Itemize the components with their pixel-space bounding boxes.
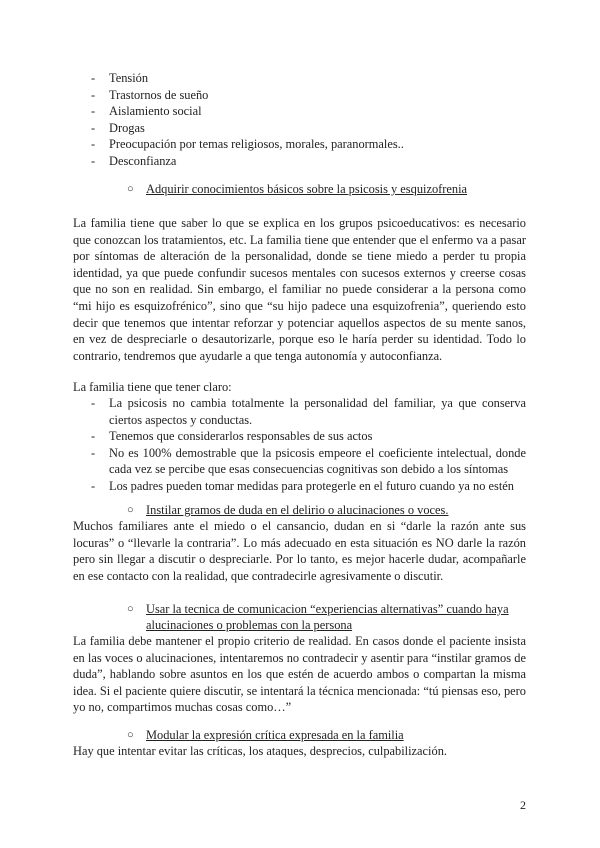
list-item: - Desconfianza bbox=[91, 153, 177, 168]
circle-bullet-icon: ○ bbox=[127, 504, 134, 516]
section-paragraph: Hay que intentar evitar las críticas, los ataques, desprecios, culpabilización. bbox=[73, 744, 447, 758]
list-item: - Trastornos de sueño bbox=[91, 87, 209, 102]
section-paragraph: Muchos familiares ante el miedo o el cansancio, dudan en si “darle la razón ante sus locuras” o “llevarle la contraria”. Lo más adecuado en esta situación es NO darle la razón pero sin llegar a discutir o despreciarle. Por lo tanto, es mejor hacerle dudar, acompañarle en ese contacto con la realidad, que contradecirle agresivamente o discutir. bbox=[73, 519, 526, 583]
circle-bullet-icon: ○ bbox=[127, 183, 134, 195]
section-heading: ○ Adquirir conocimientos básicos sobre la psicosis y esquizofrenia bbox=[127, 182, 468, 196]
list-item: - Drogas bbox=[91, 120, 145, 135]
list-item: - Tenemos que considerarlos responsables de sus actos bbox=[91, 429, 373, 444]
page-number: 2 bbox=[520, 798, 526, 812]
list-item: - No es 100% demostrable que la psicosis empeore el coeficiente intelectual, donde cada vez se percibe que esas consecuencias cognitivas son debido a los síntomas bbox=[91, 445, 526, 477]
list-item: - Aislamiento social bbox=[91, 104, 202, 119]
section-heading: ○ Instilar gramos de duda en el delirio o alucinaciones o voces. bbox=[127, 503, 449, 517]
section-heading: ○ Usar la tecnica de comunicacion “experiencias alternativas” cuando haya alucinaciones o problemas con la persona bbox=[127, 602, 509, 632]
circle-bullet-icon: ○ bbox=[127, 603, 134, 615]
symptom-list bbox=[91, 70, 529, 170]
circle-bullet-icon: ○ bbox=[127, 729, 134, 741]
clarity-list bbox=[91, 395, 526, 495]
section-paragraph: La familia debe mantener el propio criterio de realidad. En casos donde el paciente insista en las voces o alucinaciones, intentaremos no contradecir y asentir para “instilar gramos de duda”, hablando sobre asuntos en los que estén de acuerdo ambos o compartan la misma idea. Si el paciente quiere discutir, se intentará la técnica mencionada: “tú piensas eso, pero yo no, compartimos muchas cosas como…” bbox=[73, 634, 526, 715]
list-item: - La psicosis no cambia totalmente la personalidad del familiar, ya que conserva ciertos aspectos y conductas. bbox=[91, 396, 526, 427]
section-paragraph: La familia tiene que saber lo que se explica en los grupos psicoeducativos: es necesario que conozcan los tratamientos, etc. La familia tiene que entender que el enfermo va a pasar por síntomas de alteración de la personalidad, donde se tiene miedo a perder tu propia identidad, ya que puede confundir sucesos mentales con sucesos externos y creerse cosas que no son en realidad. Sin embargo, el familiar no puede considerar a la persona como “mi hijo es esquizofrénico”, sino que “su hijo padece una esquizofrenia”, queriendo esto decir que tenemos que intentar reforzar y potenciar aquellos aspectos de su mente sanos, en vez de despreciarle o desautorizarle, porque eso le haría perder su identidad. Todo lo contrario, tendremos que ayudarle a que tenga autonomía y autoconfianza. bbox=[73, 216, 526, 363]
list-item: - Los padres pueden tomar medidas para protegerle en el futuro cuando ya no estén bbox=[91, 478, 514, 493]
clarity-intro: La familia tiene que tener claro: bbox=[73, 380, 232, 394]
list-item: - Tensión bbox=[91, 71, 149, 85]
list-item: - Preocupación por temas religiosos, morales, paranormales.. bbox=[91, 137, 404, 152]
section-heading: ○ Modular la expresión crítica expresada en la familia bbox=[127, 728, 404, 742]
